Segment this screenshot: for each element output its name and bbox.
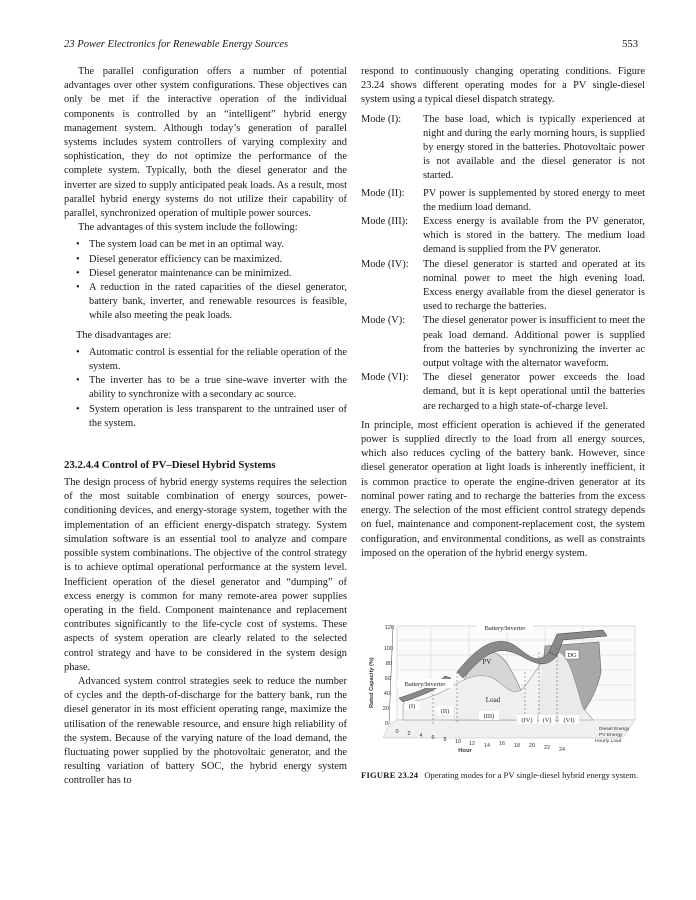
y-axis-label: Rated Capacity (%) (369, 657, 375, 708)
mode-label: Mode (V): (361, 315, 406, 327)
battery-inverter-label: Battery/Inverter (484, 625, 526, 632)
list-item: • The inverter has to be a true sine-wave inverter with the ability to synchronize with a secondary ac source. (64, 374, 347, 402)
mode-label: Mode (III): (361, 216, 409, 228)
mode-label-i: (I) (408, 703, 416, 710)
y-axis (389, 626, 393, 724)
mode-item (361, 258, 645, 315)
figure-caption-text: Operating modes for a PV single-diesel hybrid energy system. (424, 770, 639, 780)
disadvantages-list (64, 346, 347, 431)
mode-text: The diesel generator power exceeds the load demand, but it is kept operational until the batteries are recharged to a high state-of-charge level. (423, 372, 645, 412)
x-tick-label: 18 (514, 743, 520, 749)
x-tick-label: 14 (484, 743, 490, 749)
x-tick-label: 0 (395, 729, 399, 735)
x-tick-label: 24 (559, 747, 565, 753)
mode-text: PV power is supplemented by stored energy to meet the medium load demand. (423, 187, 645, 213)
mode-text: Excess energy is available from the PV generator, which is stored in the battery. The medium load demand is supplied from the PV generator. (423, 216, 645, 256)
x-tick-label: 2 (407, 731, 411, 737)
chapter-title: 23 Power Electronics for Renewable Energy Sources (64, 39, 289, 50)
y-tick-label: 120 (384, 625, 394, 631)
list-item: • The system load can be met in an optimal way. (64, 238, 347, 252)
battery-inverter-label-2: Battery/Inverter (404, 681, 446, 688)
y-tick-label: 100 (383, 646, 393, 652)
advantages-intro: The advantages of this system include the following: (78, 222, 298, 234)
figure-caption (361, 769, 645, 781)
mode-label: Mode (II): (361, 187, 405, 199)
legend-load: Hourly Load (595, 739, 622, 744)
pv-label: PV (482, 658, 492, 666)
page-number: 553 (622, 39, 638, 50)
mode-label-v: (V) (542, 717, 552, 724)
mode-item (361, 187, 645, 215)
section-paragraph: The design process of hybrid energy systems requires the selection of the most suitable combination of energy sources, power-conditioning devices, and energy-storage system, together with the implementation of an efficient energy-dispatch strategy. System simulation software is an essential tool to analyze and compare possible system combinations. The objective of the control strategy is to achieve optimal operational performance at the system level. Inefficient operation of the diesel generator and “dumping” of excess energy is common for many remote-area power supplies operating in the field. Component maintenance and replacement contributes significantly to the life-cycle cost of systems. These aspects of system operation are clearly related to the selected control strategy and have to be considered in the system design phase. (64, 477, 347, 673)
mode-item (361, 113, 645, 187)
right-column (361, 65, 645, 561)
mode-text: The diesel generator is started and operated at its nominal power to meet the high evening load. Excess energy available from the diesel generator is used to recharge the batteries. (423, 258, 645, 313)
closing-paragraph: In principle, most efficient operation is achieved if the generated power is supplied directly to the load from all energy sources, which also reduces cycling of the battery bank. However, since diesel generator operation at light loads is inherently inefficient, it is common practice to operate the engine-driven generator at its nominal power rating and to recharge the batteries from the excess energy. The selection of the most efficient control strategy depends on fuel, maintenance and component-replacement cost, the system configuration, and environmental conditions, as well as constraints imposed on the operation of the hybrid energy system. (361, 419, 645, 559)
mode-item (361, 314, 645, 371)
mode-label-iii: (III) (483, 713, 495, 720)
load-label: Load (485, 696, 501, 704)
x-tick-label: 6 (431, 735, 435, 741)
x-tick-label: 10 (455, 739, 461, 745)
x-tick-label: 4 (419, 733, 423, 739)
continuation-paragraph: respond to continuously changing operating conditions. Figure 23.24 shows different operating modes for a PV single-diesel system using a typical diesel dispatch strategy. (361, 66, 645, 106)
list-item: • Diesel generator maintenance can be minimized. (64, 267, 347, 281)
y-tick-label: 0 (384, 721, 388, 727)
list-item: • System operation is less transparent to the untrained user of the system. (64, 403, 347, 431)
mode-item (361, 371, 645, 414)
x-tick-label: 22 (544, 745, 550, 751)
dg-label: DG (567, 652, 577, 659)
section-paragraph-2: Advanced system control strategies seek to reduce the number of cycles and the depth-of-discharge for the battery bank, run the diesel generator in its most efficient operating range, maximize the utilisation of the renewable resource, and ensure high reliability of the system. Because of the varying nature of the load demand, the fluctuating power supplied by the photovoltaic generator, and the resulting variation of battery SOC, the hybrid energy system controller has to (64, 675, 347, 787)
y-tick-label: 20 (382, 706, 389, 712)
figure-caption-label: FIGURE 23.24 (361, 770, 419, 780)
legend-diesel: Diesel Energy (599, 727, 630, 732)
y-tick-label: 40 (383, 691, 390, 697)
left-column (64, 65, 347, 789)
mode-text: The base load, which is typically experienced at night and during the early morning hours, is supplied by energy stored in the batteries. Photovoltaic power is not available and the diesel generator is not started. (423, 113, 645, 182)
y-tick-label: 60 (384, 676, 391, 682)
x-tick-label: 8 (443, 737, 447, 743)
list-item: • Diesel generator efficiency can be maximized. (64, 253, 347, 267)
intro-paragraph: The parallel configuration offers a number of potential advantages over other system configurations. These objectives can only be met if the interactive operation of the individual components is controlled by an “intelligent” hybrid energy management system. Although today’s generation of parallel systems includes system controllers of varying complexity and sophistication, they do not optimize the performance of the complete system. Typically, both the diesel generator and the inverter are sized to supply anticipated peak loads. As a result, most parallel hybrid energy systems do not utilize their capability of parallel, synchronized operation of multiple power sources. (64, 66, 347, 220)
operating-modes-figure (361, 612, 646, 762)
mode-label: Mode (VI): (361, 372, 409, 384)
disadvantages-intro: The disadvantages are: (76, 329, 172, 341)
y-tick-label: 80 (385, 661, 392, 667)
mode-label-vi: (VI) (563, 717, 575, 724)
running-header (64, 39, 638, 53)
x-tick-label: 20 (529, 743, 535, 749)
mode-item (361, 215, 645, 258)
x-axis-label: Hour (458, 748, 472, 754)
list-item: • Automatic control is essential for the reliable operation of the system. (64, 346, 347, 374)
mode-label-ii: (II) (440, 708, 450, 715)
x-tick-label: 16 (499, 741, 505, 747)
mode-text: The diesel generator power is insufficient to meet the peak load demand. Additional power is supplied from the batteries by synchronizing the inverter ac output voltage with the alternator waveform. (423, 315, 645, 370)
section-heading: 23.2.4.4 Control of PV–Diesel Hybrid Systems (64, 459, 276, 472)
advantages-list (64, 238, 347, 323)
mode-label-iv: (IV) (521, 717, 533, 724)
mode-label: Mode (IV): (361, 258, 409, 270)
list-item: • A reduction in the rated capacities of the diesel generator, battery bank, inverter, and renewable resources is feasible, while also meeting the peak loads. (64, 281, 347, 324)
mode-label: Mode (I): (361, 113, 402, 125)
legend-pv: PV Energy (599, 733, 623, 738)
x-tick-label: 12 (469, 741, 475, 747)
